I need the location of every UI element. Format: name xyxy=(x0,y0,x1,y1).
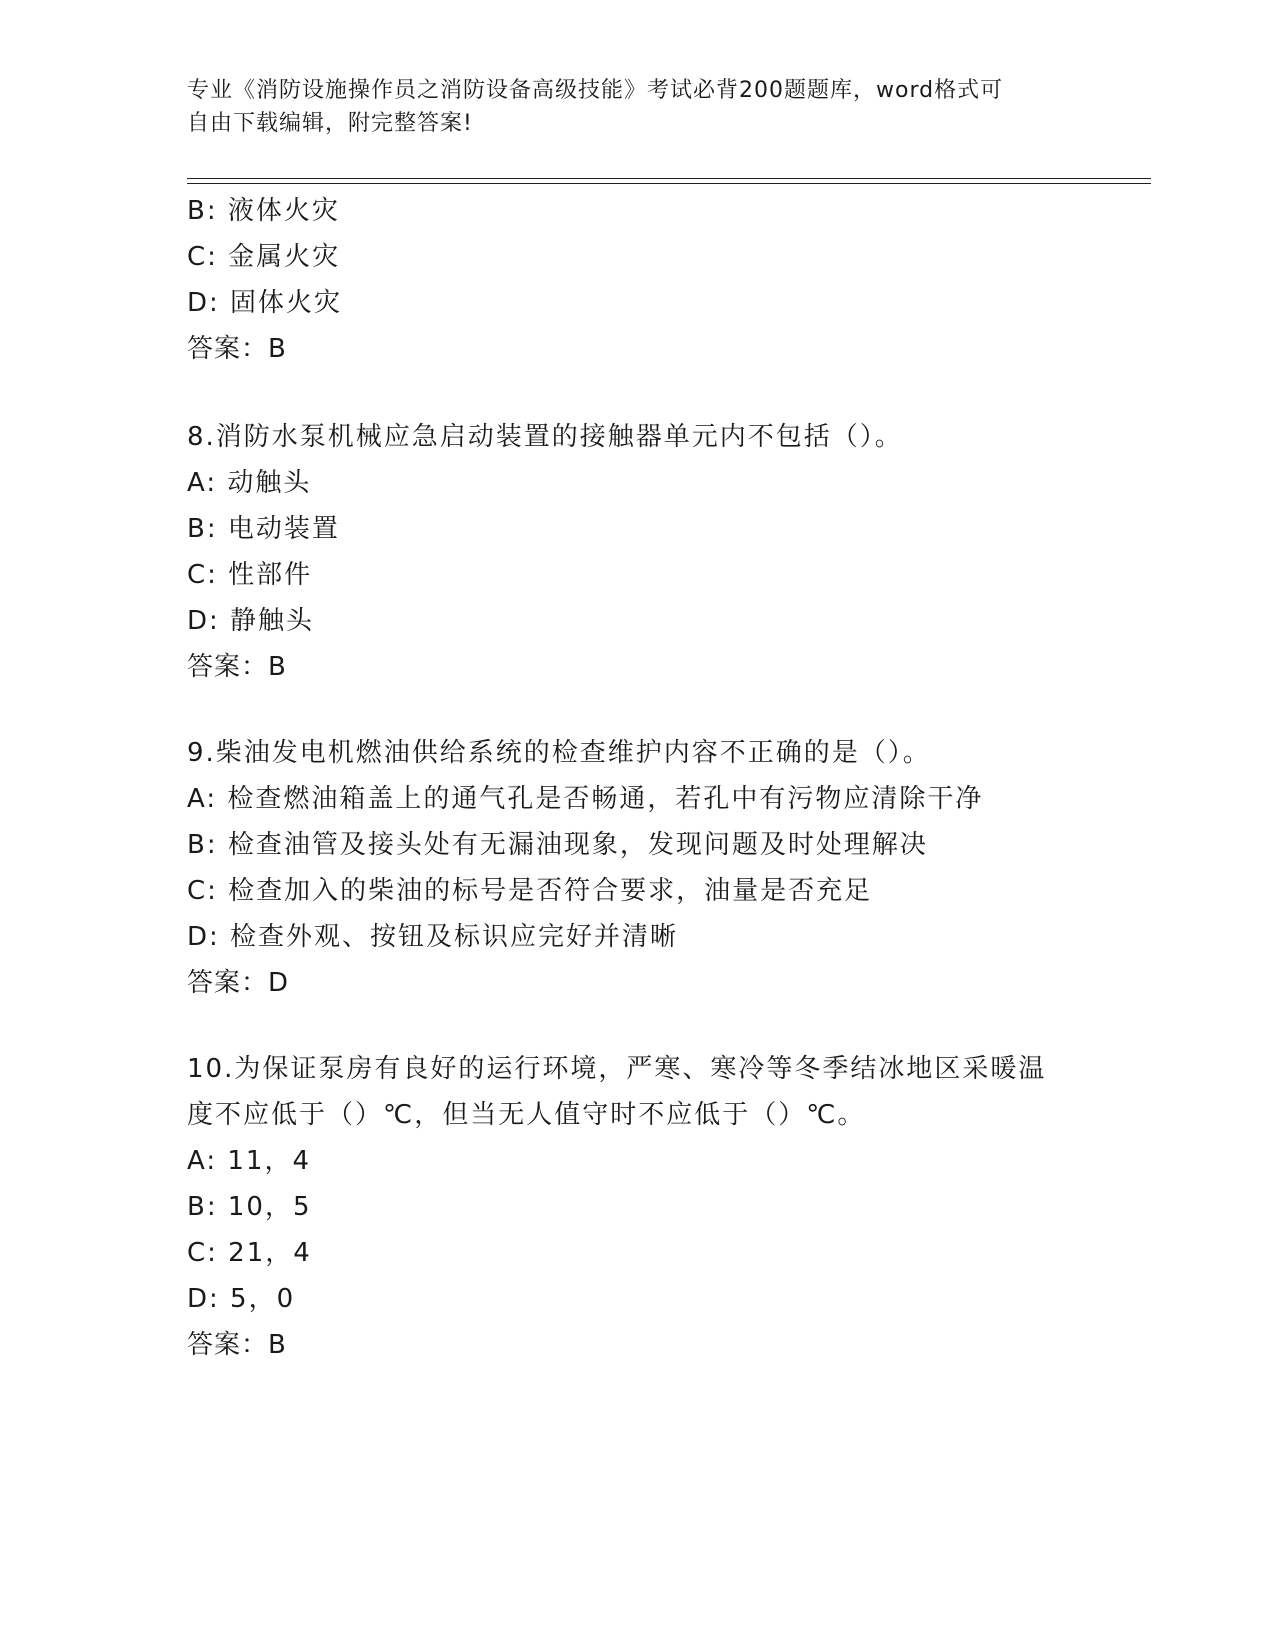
question-10 xyxy=(187,1046,1087,1368)
question-text: 8.消防水泵机械应急启动装置的接触器单元内不包括（）。 xyxy=(187,422,903,452)
question-9 xyxy=(187,730,1087,1006)
answer: 答案：B xyxy=(187,334,287,364)
option-a: A: 11，4 xyxy=(187,1146,311,1176)
option-b: B: 电动装置 xyxy=(187,514,340,544)
option-b: B: 检查油管及接头处有无漏油现象，发现问题及时处理解决 xyxy=(187,830,928,860)
option-b: B: 液体火灾 xyxy=(187,196,340,226)
header-line-2: 自由下载编辑，附完整答案! xyxy=(187,111,473,136)
question-8 xyxy=(187,414,1087,690)
option-a: A: 检查燃油箱盖上的通气孔是否畅通，若孔中有污物应清除干净 xyxy=(187,784,984,814)
option-c: C: 性部件 xyxy=(187,560,313,590)
option-d: D: 静触头 xyxy=(187,606,315,636)
option-c: C: 金属火灾 xyxy=(187,242,341,272)
answer: 答案：B xyxy=(187,1330,287,1360)
option-a: A: 动触头 xyxy=(187,468,312,498)
answer: 答案：B xyxy=(187,652,287,682)
partial-question xyxy=(187,188,1087,372)
question-text-line-1: 10.为保证泵房有良好的运行环境，严寒、寒冷等冬季结冰地区采暖温 xyxy=(187,1054,1047,1084)
option-b: B: 10，5 xyxy=(187,1192,312,1222)
option-d: D: 5，0 xyxy=(187,1284,296,1314)
option-d: D: 检查外观、按钮及标识应完好并清晰 xyxy=(187,922,679,952)
document-header xyxy=(187,74,1067,140)
question-text-line-2: 度不应低于（）℃，但当无人值守时不应低于（）℃。 xyxy=(187,1100,866,1130)
option-d: D: 固体火灾 xyxy=(187,288,343,318)
header-divider-bottom xyxy=(187,183,1151,184)
question-list xyxy=(187,188,1087,1368)
header-divider-top xyxy=(187,178,1151,179)
question-text: 9.柴油发电机燃油供给系统的检查维护内容不正确的是（）。 xyxy=(187,738,931,768)
answer: 答案：D xyxy=(187,968,290,998)
header-line-1: 专业《消防设施操作员之消防设备高级技能》考试必背200题题库，word格式可 xyxy=(187,78,1004,103)
option-c: C: 21，4 xyxy=(187,1238,312,1268)
option-c: C: 检查加入的柴油的标号是否符合要求，油量是否充足 xyxy=(187,876,873,906)
